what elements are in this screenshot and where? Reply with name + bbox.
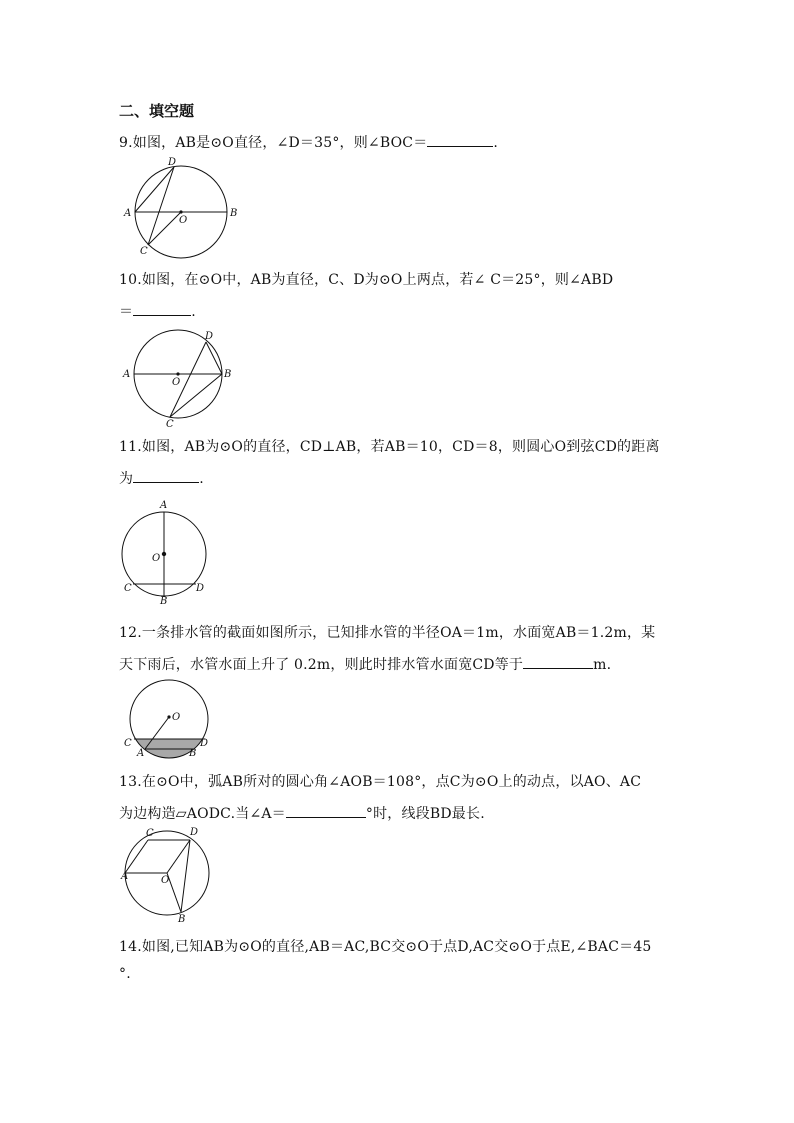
label-O: O (152, 553, 161, 564)
question-9-end: . (493, 135, 499, 151)
label-O: O (179, 215, 188, 226)
answer-blank-11[interactable] (133, 468, 199, 483)
figure-13-circle-diagram (120, 826, 220, 926)
label-O: O (172, 712, 181, 723)
question-13-text-line2 (119, 803, 485, 823)
question-10-end: . (191, 304, 196, 320)
question-9-stem: 9.如图，AB是⊙O直径，∠D＝35°，则∠BOC＝ (119, 135, 428, 151)
label-C: C (166, 419, 174, 430)
question-13-text-line1: 13.在⊙O中，弧AB所对的圆心角∠AOB＝108°，点C为⊙O上的动点，以AO、AC (119, 774, 642, 790)
answer-blank-12[interactable] (523, 654, 593, 669)
label-O: O (172, 377, 181, 388)
question-13-stem: 为边构造▱AODC.当∠A＝ (119, 806, 286, 822)
label-D: D (205, 331, 214, 342)
question-12-text-line1: 12.一条排水管的截面如图所示，已知排水管的半径OA＝1m，水面宽AB＝1.2m，某 (119, 625, 656, 641)
question-11-end: . (199, 471, 204, 487)
figure-11-circle-diagram (120, 498, 220, 608)
label-B: B (230, 208, 238, 219)
label-B: B (160, 596, 168, 607)
figure-10-circle-diagram (120, 328, 245, 428)
question-12-unit: m. (593, 657, 612, 673)
label-B: B (189, 748, 197, 759)
answer-blank-9[interactable] (427, 132, 493, 147)
label-A: A (137, 748, 145, 759)
question-13-end: °时，线段BD最长. (365, 806, 485, 822)
label-D: D (200, 738, 209, 749)
question-12-stem: 天下雨后，水管水面上升了 0.2m，则此时排水管水面宽CD等于 (119, 657, 524, 673)
label-C: C (140, 246, 148, 257)
label-A: A (123, 369, 131, 380)
question-11-prefix: 为 (119, 471, 134, 487)
question-14-text-line1: 14.如图,已知AB为⊙O的直径,AB＝AC,BC交⊙O于点D,AC交⊙O于点E,∠BAC＝45 (119, 939, 652, 955)
label-O: O (161, 875, 170, 886)
label-A: A (124, 208, 132, 219)
question-14-text-line2: °. (119, 966, 131, 982)
label-A: A (160, 500, 168, 511)
question-10-text-line2 (119, 301, 196, 321)
label-C: C (124, 738, 132, 749)
label-B: B (224, 369, 232, 380)
label-B: B (178, 914, 186, 925)
label-D: D (168, 157, 177, 168)
label-D: D (196, 583, 205, 594)
question-10-eq: ＝ (119, 304, 134, 320)
question-12-text-line2 (119, 654, 611, 674)
section-title: 二、填空题 (119, 102, 195, 120)
answer-blank-13[interactable] (286, 803, 366, 818)
question-9-text (119, 132, 498, 152)
question-10-text-line1: 10.如图，在⊙O中，AB为直径，C、D为⊙O上两点，若∠ C＝25°，则∠ABD (119, 272, 614, 288)
label-C: C (124, 583, 132, 594)
question-11-text-line1: 11.如图，AB为⊙O的直径，CD⊥AB，若AB＝10，CD＝8，则圆心O到弦CD的距离 (119, 439, 660, 455)
figure-9-circle-diagram (120, 155, 245, 260)
label-A: A (121, 871, 129, 882)
figure-12-pipe-diagram (120, 680, 220, 760)
label-D: D (190, 827, 199, 838)
label-C: C (146, 828, 154, 839)
answer-blank-10[interactable] (133, 301, 191, 316)
question-11-text-line2 (119, 468, 204, 488)
